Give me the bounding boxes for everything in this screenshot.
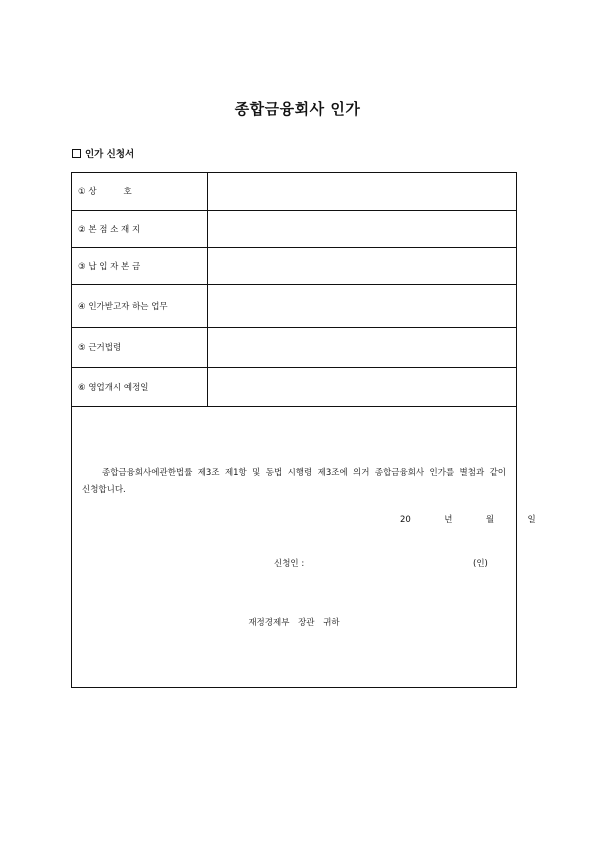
date-line: 20 년 월 일 (400, 515, 536, 525)
field-label-text: ② 본 점 소 재 지 (78, 224, 141, 235)
field-label-start-date (72, 367, 207, 406)
checkbox-square-icon (72, 149, 81, 158)
field-label-text: ③ 납 입 자 본 금 (78, 261, 141, 272)
field-row-business (72, 284, 516, 327)
seal-mark: (인) (473, 559, 488, 569)
field-value-legal-basis[interactable] (207, 327, 516, 367)
field-label-paid-in-capital (72, 247, 207, 284)
fields-table (72, 173, 516, 407)
field-label-trade-name (72, 173, 207, 210)
field-row-start-date (72, 367, 516, 406)
field-label-text: ① 상 호 (78, 187, 132, 198)
field-value-head-office[interactable] (207, 210, 516, 247)
field-row-head-office (72, 210, 516, 247)
recipient-line: 재정경제부 장관 귀하 (248, 618, 340, 628)
field-label-business (72, 284, 207, 327)
applicant-label: 신청인 : (274, 559, 305, 569)
field-value-paid-in-capital[interactable] (207, 247, 516, 284)
field-row-paid-in-capital (72, 247, 516, 284)
field-row-legal-basis (72, 327, 516, 367)
field-value-start-date[interactable] (207, 367, 516, 406)
section-heading-label: 인가 신청서 (85, 149, 135, 160)
field-label-text: ⑤ 근거법령 (78, 343, 122, 353)
document-title: 종합금융회사 인가 (234, 100, 361, 118)
field-label-legal-basis (72, 327, 207, 367)
field-label-text: ⑥ 영업개시 예정일 (78, 382, 149, 393)
application-statement: 종합금융회사에관한법률 제3조 제1항 및 동법 시행령 제3조에 의거 종합금융회사 인가를 별첨과 같이 신청합니다. (82, 468, 506, 495)
field-label-head-office (72, 210, 207, 247)
field-label-text: ④ 인가받고자 하는 업무 (78, 301, 168, 312)
application-form (71, 172, 536, 688)
field-value-business[interactable] (207, 284, 516, 327)
field-value-trade-name[interactable] (207, 173, 516, 210)
section-heading (72, 146, 134, 160)
field-row-trade-name (72, 173, 516, 210)
